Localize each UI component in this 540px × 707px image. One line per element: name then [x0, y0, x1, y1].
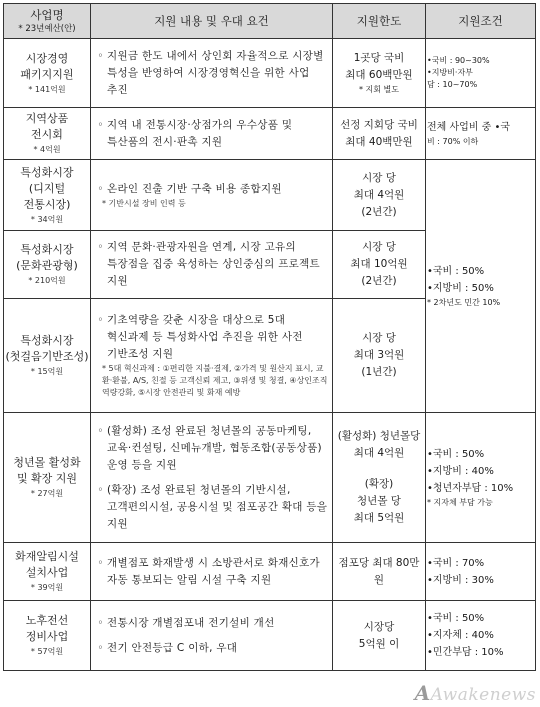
description-bullet [94, 181, 330, 198]
description-text: 지원금 한도 내에서 상인회 자율적으로 시장별 특성을 반영하여 시장경영혁신을 위한 사업 추진 [107, 49, 324, 96]
support-limit-note: * 지회 별도 [359, 85, 399, 94]
support-limit-line: 최대 5억원 [353, 512, 405, 524]
condition-line: •국비 : 50% [427, 613, 485, 624]
header-program [4, 4, 91, 39]
description-text: (확장) 조성 완료된 청년몰의 기반시설, 고객편의시설, 공용시설 및 점포공간 확대 등을 지원 [107, 483, 328, 530]
support-limit-cell [333, 108, 426, 160]
support-limit-line: (1년간) [361, 366, 397, 378]
description-text: 전기 안전등급 C 이하, 우대 [107, 641, 238, 654]
support-limit-cell [333, 160, 426, 231]
condition-line: •지방비 : 50% [427, 283, 494, 294]
description-text: (활성화) 조성 완료된 청년몰의 공동마케팅, 교육·컨설팅, 신메뉴개발, 협동조합(공동상품) 운영 등을 지원 [107, 424, 322, 471]
program-name-line: 특성화시장 [20, 243, 74, 256]
header-content [91, 4, 333, 39]
table-row [4, 108, 536, 160]
condition-line: •국비 : 70% [427, 557, 485, 569]
condition-line: * 지자체 부담 가능 [427, 498, 493, 507]
bullet-icon: ◦ [97, 49, 104, 62]
support-condition-cell [426, 39, 536, 108]
description-bullet [94, 640, 330, 657]
support-limit-cell [333, 299, 426, 413]
bullet-icon: ◦ [97, 241, 104, 253]
program-description-cell [91, 108, 333, 160]
support-limit-line: 원 [373, 573, 385, 586]
support-limit-cell [333, 231, 426, 299]
bullet-icon: ◦ [97, 182, 104, 195]
program-budget: * 57억원 [30, 647, 64, 656]
spacer [94, 474, 330, 482]
bullet-icon: ◦ [97, 118, 104, 131]
program-name-cell [4, 39, 91, 108]
description-bullet [94, 615, 330, 632]
condition-line: •민간부담 : 10% [427, 647, 504, 658]
support-limit-line: 시장 당 [362, 332, 396, 344]
table-row [4, 160, 536, 231]
condition-line: •국비 : 50% [427, 449, 485, 460]
program-description-cell [91, 39, 333, 108]
watermark-logo [415, 681, 536, 705]
support-limit-line: 최대 4억원 [353, 188, 405, 201]
support-program-table [3, 3, 536, 671]
description-bullet [94, 555, 330, 589]
header-budget-note: * 23년예산(안) [18, 23, 76, 34]
support-limit-line: 시장 당 [362, 171, 396, 184]
support-limit-line: (활성화) 청년몰당 [337, 430, 421, 442]
condition-line: •지방비 : 40% [427, 466, 494, 477]
support-limit-line: 최대 60백만원 [345, 69, 413, 81]
condition-line: •국비 : 50% [427, 266, 485, 277]
support-limit-cell [333, 413, 426, 543]
header-condition-label: 지원조건 [458, 14, 503, 28]
support-limit-line: (확장) [364, 478, 394, 490]
program-name-line: (첫걸음기반조성) [5, 350, 89, 363]
bullet-icon: ◦ [97, 616, 104, 629]
bullet-icon: ◦ [97, 641, 104, 654]
program-name-line: 및 확장 지원 [16, 472, 78, 485]
support-limit-line: 시장당 [363, 620, 395, 633]
header-condition [426, 4, 536, 39]
support-limit-line: 선정 지회당 국비 [340, 118, 418, 131]
description-bullet [94, 482, 330, 533]
support-limit-line: 최대 10억원 [350, 258, 408, 270]
header-row [4, 4, 536, 39]
support-condition-cell-merged [426, 160, 536, 413]
description-text: 지역 문화·관광자원을 연계, 시장 고유의 특장점을 집중 육성하는 상인중심의 프로젝트 지원 [107, 241, 320, 287]
condition-line: * 2차년도 민간 10% [427, 298, 501, 307]
program-budget: * 27억원 [30, 489, 64, 498]
support-limit-line: 최대 4억원 [353, 447, 405, 459]
support-limit-cell [333, 601, 426, 671]
program-name-line: 청년몰 활성화 [13, 456, 81, 469]
description-text: 지역 내 전통시장·상점가의 우수상품 및 특산품의 전시·판촉 지원 [107, 118, 293, 148]
header-limit-label: 지원한도 [356, 14, 402, 28]
bullet-icon: ◦ [97, 424, 104, 437]
condition-line: 비 : 70% 이하 [427, 137, 479, 146]
program-name-line: 패키지지원 [20, 67, 74, 81]
program-budget: * 15억원 [30, 367, 64, 376]
support-limit-line: (2년간) [361, 205, 397, 218]
program-name-line: (디지털 [28, 181, 66, 195]
support-limit-line: 5억원 이 [358, 637, 400, 650]
program-name-cell [4, 299, 91, 413]
bullet-icon: ◦ [97, 314, 104, 326]
program-name-line: 특성화시장 [20, 165, 74, 179]
support-limit-line: 시장 당 [362, 241, 396, 253]
support-limit-cell [333, 39, 426, 108]
program-name-cell [4, 108, 91, 160]
program-name-line: 지역상품 [25, 112, 69, 125]
condition-line: •청년자부담 : 10% [427, 483, 514, 494]
support-condition-cell [426, 108, 536, 160]
program-name-cell [4, 160, 91, 231]
description-text: 온라인 진출 기반 구축 비용 종합지원 [107, 182, 282, 195]
support-limit-line: 청년몰 당 [357, 495, 401, 507]
spacer [94, 632, 330, 640]
table-row [4, 39, 536, 108]
program-name-line: (문화관광형) [16, 259, 78, 272]
condition-line: •국비 : 90~30% [427, 56, 490, 65]
description-text: 개별점포 화재발생 시 소방관서로 화재신호가 자동 통보되는 알림 시설 구축 지원 [107, 556, 320, 586]
support-limit-line: 최대 3억원 [353, 349, 405, 361]
support-condition-cell [426, 543, 536, 601]
header-limit [333, 4, 426, 39]
program-description-cell [91, 413, 333, 543]
program-name-cell [4, 413, 91, 543]
program-budget: * 210억원 [28, 276, 66, 285]
program-description-cell [91, 231, 333, 299]
description-bullet [94, 48, 330, 99]
program-name-line: 화재알림시설 [15, 550, 79, 563]
program-budget: * 141억원 [28, 84, 66, 94]
program-budget: * 34억원 [30, 214, 64, 224]
program-budget: * 39억원 [30, 583, 64, 592]
program-name-cell [4, 543, 91, 601]
description-text: 전통시장 개별점포내 전기설비 개선 [107, 616, 275, 629]
description-text: 기초역량을 갖춘 시장을 대상으로 5대 혁신과제 등 특성화사업 추진을 위한 사전 기반조성 지원 [107, 314, 303, 360]
program-description-cell [91, 160, 333, 231]
description-bullet [94, 312, 330, 363]
description-bullet [94, 239, 330, 290]
support-limit-line: 최대 40백만원 [345, 135, 413, 148]
program-name-line: 정비사업 [25, 630, 69, 643]
description-note: * 5대 혁신과제 : ①편리한 지불·결제, ②가격 및 원산지 표시, 교환·환불, A/S, 친절 등 고객신뢰 제고, ③위생 및 청결, ④상인조직 역량강화, ⑤시장 안전관리 및 화재 예방 [102, 364, 328, 397]
support-limit-cell [333, 543, 426, 601]
condition-line: •지방비 : 30% [427, 574, 494, 586]
support-condition-cell [426, 413, 536, 543]
program-name-line: 전통시장) [23, 197, 71, 211]
watermark-letter: A [414, 681, 431, 705]
condition-line: •지방비·자부 [427, 68, 473, 77]
condition-line: •지자체 : 40% [427, 630, 494, 641]
program-description-cell [91, 543, 333, 601]
description-bullet [94, 423, 330, 474]
program-description-cell [91, 601, 333, 671]
program-name-line: 특성화시장 [20, 334, 74, 347]
description-bullet [94, 117, 330, 151]
support-limit-line: 점포당 최대 80만 [338, 556, 420, 569]
bullet-icon: ◦ [97, 556, 104, 569]
support-limit-line: 1곳당 국비 [353, 52, 405, 64]
program-name-line: 설치사업 [25, 566, 69, 579]
header-program-label: 사업명 [30, 7, 64, 22]
table-row [4, 413, 536, 543]
program-budget: * 4억원 [33, 145, 61, 154]
condition-line: 담 : 10~70% [427, 80, 478, 89]
table-row [4, 601, 536, 671]
bullet-icon: ◦ [97, 483, 104, 496]
support-limit-line: (2년간) [361, 275, 397, 287]
header-content-label: 지원 내용 및 우대 요건 [154, 14, 269, 28]
watermark-text: Awakenews [430, 685, 536, 705]
spacer [334, 462, 424, 476]
program-name-line: 노후전선 [25, 614, 69, 627]
table-row [4, 543, 536, 601]
description-note: * 기반시설 장비 인력 등 [102, 198, 186, 208]
program-description-cell [91, 299, 333, 413]
program-name-cell [4, 231, 91, 299]
program-name-line: 시장경영 [25, 51, 69, 65]
program-name-line: 전시회 [31, 128, 63, 141]
support-condition-cell [426, 601, 536, 671]
condition-line: 전체 사업비 중 •국 [427, 122, 511, 133]
program-name-cell [4, 601, 91, 671]
